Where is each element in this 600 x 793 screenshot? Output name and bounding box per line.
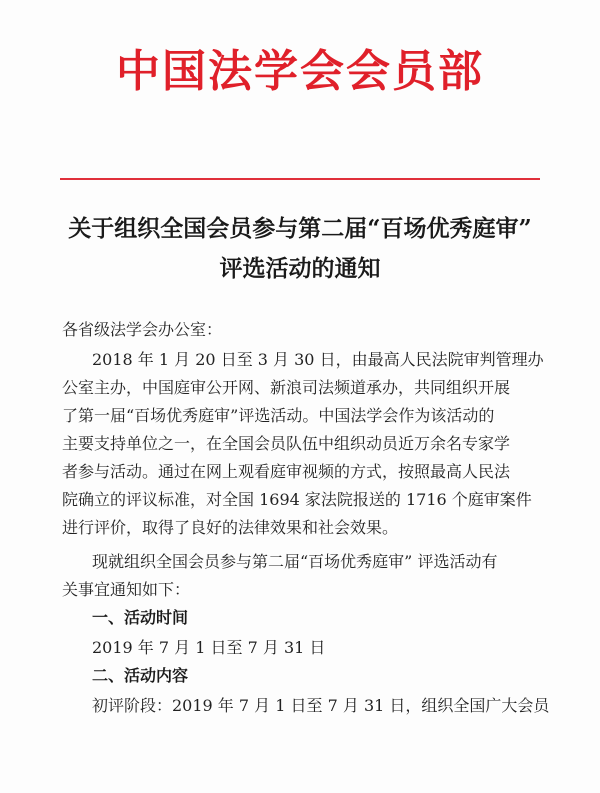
section-2-content: 初评阶段：2019 年 7 月 1 日至 7 月 31 日，组织全国广大会员 xyxy=(92,696,550,715)
paragraph-1-line: 主要支持单位之一，在全国会员队伍中组织动员近万余名专家学 xyxy=(62,434,511,453)
section-1-heading: 一、活动时间 xyxy=(92,608,189,627)
paragraph-1-line: 者参与活动。通过在网上观看庭审视频的方式，按照最高人民法 xyxy=(62,462,511,481)
paragraph-1-line: 进行评价，取得了良好的法律效果和社会效果。 xyxy=(62,518,399,537)
paragraph-1-line: 院确立的评议标准，对全国 1694 家法院报送的 1716 个庭审案件 xyxy=(62,490,532,509)
section-1-content: 2019 年 7 月 1 日至 7 月 31 日 xyxy=(92,638,326,657)
red-divider-line xyxy=(60,178,540,180)
organization-letterhead: 中国法学会会员部 xyxy=(116,46,484,97)
paragraph-2-line: 关事宜通知如下： xyxy=(62,580,191,599)
paragraph-1-line: 公室主办，中国庭审公开网、新浪司法频道承办，共同组织开展 xyxy=(62,378,511,397)
salutation: 各省级法学会办公室： xyxy=(62,320,223,339)
document-title-line-1: 关于组织全国会员参与第二届“百场优秀庭审” xyxy=(68,215,532,242)
document-title-line-2: 评选活动的通知 xyxy=(219,255,381,282)
paragraph-1-line: 了第一届“百场优秀庭审”评选活动。中国法学会作为该活动的 xyxy=(62,406,495,425)
paragraph-1-line: 2018 年 1 月 20 日至 3 月 30 日，由最高人民法院审判管理办 xyxy=(92,350,544,369)
paragraph-2-line: 现就组织全国会员参与第二届“百场优秀庭审” 评选活动有 xyxy=(92,552,498,571)
section-2-heading: 二、活动内容 xyxy=(92,666,189,685)
